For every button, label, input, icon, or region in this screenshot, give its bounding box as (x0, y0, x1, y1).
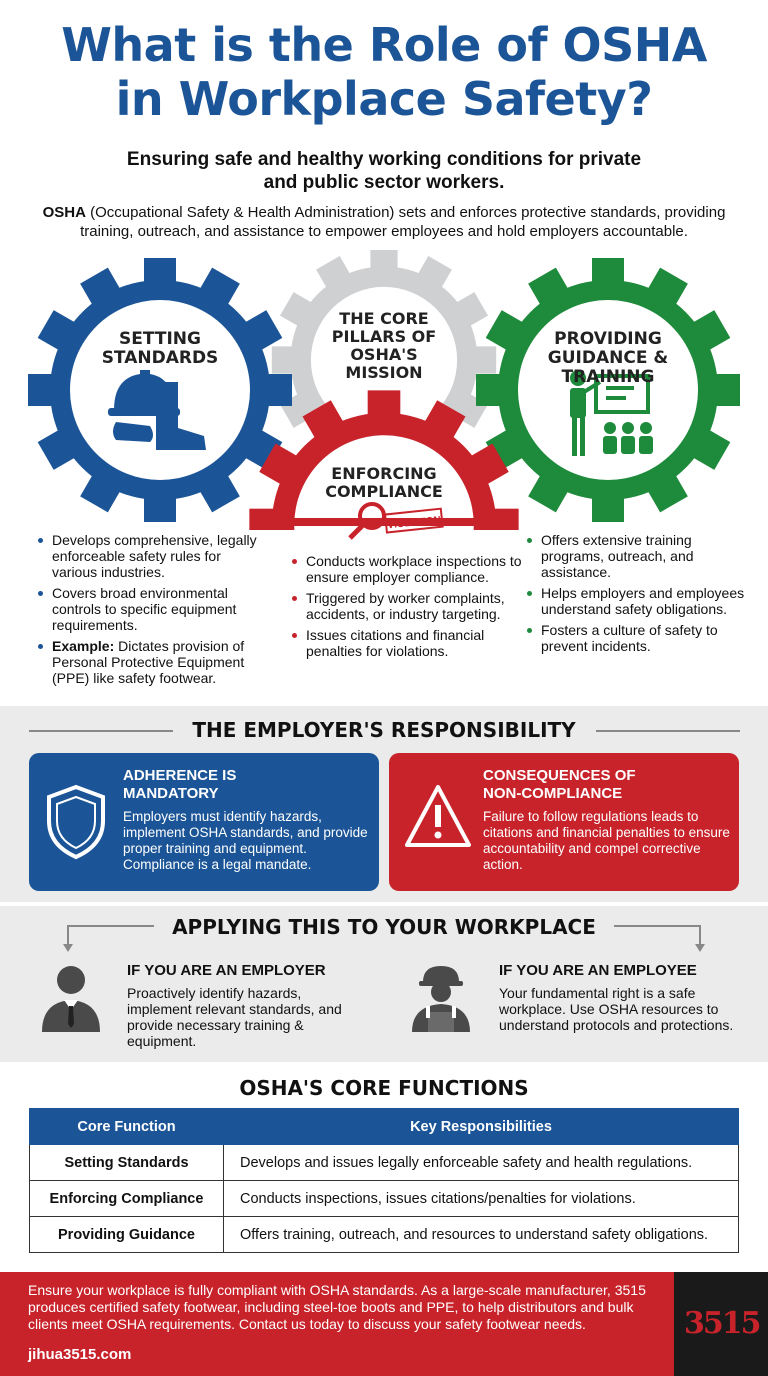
footer-banner (0, 1272, 768, 1376)
guidance-training-list (525, 532, 745, 659)
footer-website-link[interactable]: jihua3515.com (28, 1346, 132, 1363)
employer-responsibility-title: THE EMPLOYER'S RESPONSIBILITY (192, 718, 576, 742)
guidance-bullet-3: Fosters a culture of safety to prevent incidents. (525, 622, 745, 654)
enforcing-line-2: COMPLIANCE (325, 482, 443, 501)
setting-bullet-3-text: Dictates provision of Personal Protective Equipment (PPE) like safety footwear. (52, 638, 245, 686)
setting-bullet-3 (36, 638, 262, 686)
enforcing-line-1: ENFORCING (331, 464, 437, 483)
subtitle-line-2: and public sector workers. (263, 172, 505, 193)
table-row (30, 1145, 739, 1181)
consequences-title-2: NON-COMPLIANCE (483, 785, 623, 802)
violation-stamp-text: VIOLATION (386, 514, 442, 532)
guidance-bullet-1: Offers extensive training programs, outreach, and assistance. (525, 532, 745, 580)
employee-heading: IF YOU ARE AN EMPLOYEE (499, 962, 697, 979)
intro-line-2: training, outreach, and assistance to empower employees and hold employers accountable. (80, 223, 688, 240)
core-functions-title: OSHA'S CORE FUNCTIONS (239, 1076, 529, 1100)
core-line-4: MISSION (345, 363, 423, 382)
brand-logo-text: 3515 (684, 1306, 760, 1341)
intro-line-1: (Occupational Safety & Health Administration) sets and enforces protective standards, providing (85, 204, 726, 221)
guidance-bullet-2: Helps employers and employees understand safety obligations. (525, 585, 745, 617)
label-core-pillars (314, 310, 454, 382)
table-header-row (30, 1109, 739, 1145)
employer-businessman-icon (38, 962, 104, 1034)
adherence-title-2: MANDATORY (123, 785, 219, 802)
label-enforcing-compliance (304, 465, 464, 501)
intro-text (20, 203, 748, 241)
employer-heading: IF YOU ARE AN EMPLOYER (127, 962, 326, 979)
label-setting-standards (80, 330, 240, 368)
consequences-text: Failure to follow regulations leads to citations and financial penalties to ensure accountability and compel corrective action. (483, 809, 730, 872)
setting-bullet-1: Develops comprehensive, legally enforceable safety rules for various industries. (36, 532, 262, 580)
applying-title: APPLYING THIS TO YOUR WORKPLACE (172, 915, 596, 939)
brand-logo (674, 1272, 768, 1376)
title-line-1: What is the Role of OSHA (61, 18, 707, 72)
table-cell-function: Providing Guidance (30, 1217, 224, 1253)
employee-text: Your fundamental right is a safe workplace. Use OSHA resources to understand protocols and protections. (499, 985, 734, 1033)
setting-line-2: STANDARDS (101, 348, 219, 368)
arrow-right-icon (608, 922, 708, 954)
table-cell-function: Setting Standards (30, 1145, 224, 1181)
enforcing-bullet-1: Conducts workplace inspections to ensure employer compliance. (290, 553, 528, 585)
page-subtitle (60, 148, 708, 194)
warning-icon (403, 783, 473, 849)
table-cell-responsibility: Develops and issues legally enforceable safety and health regulations. (224, 1145, 739, 1181)
employer-text: Proactively identify hazards, implement relevant standards, and provide necessary training & equipment. (127, 985, 342, 1049)
setting-standards-list (36, 532, 262, 691)
setting-bullet-2: Covers broad environmental controls to specific equipment requirements. (36, 585, 262, 633)
adherence-title-1: ADHERENCE IS (123, 767, 237, 784)
core-line-1: THE CORE (339, 309, 429, 328)
arrow-left-icon (60, 922, 160, 954)
label-guidance-training (528, 330, 688, 387)
intro-osha: OSHA (42, 204, 86, 221)
table-cell-responsibility: Conducts inspections, issues citations/penalties for violations. (224, 1181, 739, 1217)
setting-line-1: SETTING (119, 329, 201, 349)
gears-graphic (0, 250, 768, 540)
adherence-card (29, 753, 379, 891)
consequences-title (483, 767, 723, 803)
core-line-3: OSHA'S (350, 345, 418, 364)
guidance-line-2: GUIDANCE & (547, 348, 669, 368)
page-title (0, 18, 768, 126)
column-header-core-function: Core Function (30, 1109, 224, 1145)
example-label: Example: (52, 638, 115, 654)
table-row (30, 1217, 739, 1253)
adherence-text: Employers must identify hazards, implement OSHA standards, and provide proper training and equipment. Compliance is a legal mandate. (123, 809, 368, 872)
core-line-2: PILLARS OF (331, 327, 437, 346)
footer-text: Ensure your workplace is fully compliant with OSHA standards. As a large-scale manufacturer, 3515 produces certified safety footwear, including steel-toe boots and PPE, to help distributors and bulk clients meet OSHA requirements. Contact us today to discuss your safety footwear needs. (28, 1282, 646, 1332)
consequences-card (389, 753, 739, 891)
table-cell-function: Enforcing Compliance (30, 1181, 224, 1217)
enforcing-bullet-2: Triggered by worker complaints, accidents, or industry targeting. (290, 590, 528, 622)
guidance-line-1: PROVIDING (554, 329, 662, 349)
shield-icon (43, 783, 109, 861)
table-row (30, 1181, 739, 1217)
enforcing-compliance-list (290, 553, 528, 664)
adherence-title (123, 767, 363, 803)
consequences-title-1: CONSEQUENCES OF (483, 767, 636, 784)
table-cell-responsibility: Offers training, outreach, and resources to understand safety obligations. (224, 1217, 739, 1253)
core-functions-table (29, 1108, 739, 1253)
enforcing-bullet-3: Issues citations and financial penalties for violations. (290, 627, 528, 659)
subtitle-line-1: Ensuring safe and healthy working conditions for private (126, 149, 642, 170)
column-header-key-responsibilities: Key Responsibilities (224, 1109, 739, 1145)
title-line-2: in Workplace Safety? (115, 72, 653, 126)
guidance-line-3: TRAINING (561, 367, 655, 387)
employee-worker-icon (408, 962, 474, 1034)
